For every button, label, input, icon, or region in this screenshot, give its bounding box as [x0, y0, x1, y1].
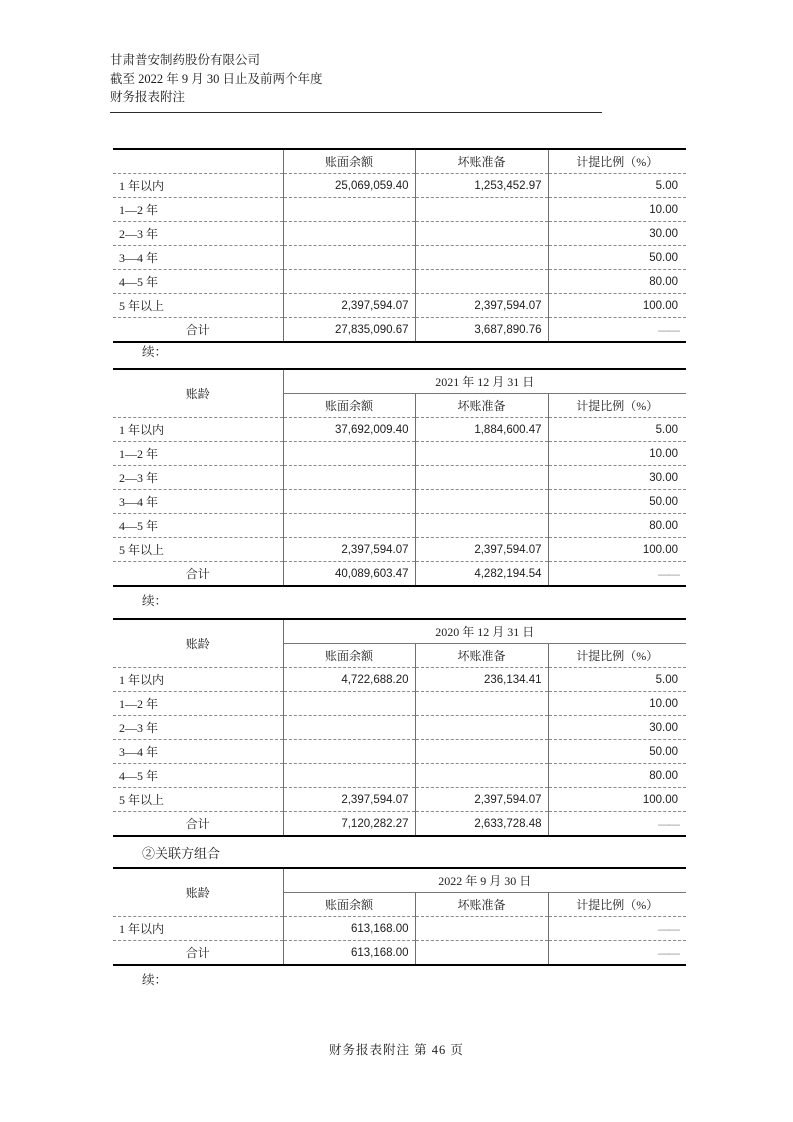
provision-cell — [415, 740, 548, 764]
row-label-cell: 4—5 年 — [113, 270, 283, 294]
table-row — [113, 917, 686, 941]
table-row — [113, 418, 686, 442]
table-row — [113, 198, 686, 222]
provision-cell — [415, 198, 548, 222]
table-body — [113, 174, 686, 343]
provision-cell: 1,253,452.97 — [415, 174, 548, 198]
ratio-cell: 80.00 — [548, 764, 686, 788]
balance-column-header: 账面余额 — [283, 394, 415, 418]
row-label-cell: 2—3 年 — [113, 716, 283, 740]
ratio-cell: 30.00 — [548, 716, 686, 740]
table-body — [113, 668, 686, 837]
provision-cell: 3,687,890.76 — [415, 318, 548, 343]
balance-cell: 37,692,009.40 — [283, 418, 415, 442]
provision-column-header: 坏账准备 — [415, 149, 548, 174]
ratio-cell: 5.00 — [548, 174, 686, 198]
balance-cell — [283, 514, 415, 538]
ratio-cell: 50.00 — [548, 740, 686, 764]
ratio-cell: —— — [548, 562, 686, 587]
table-row — [113, 716, 686, 740]
ratio-cell: 50.00 — [548, 246, 686, 270]
page-footer: 财务报表附注 第 46 页 — [329, 1043, 464, 1057]
ratio-cell: —— — [548, 941, 686, 966]
table-row — [113, 222, 686, 246]
row-label-cell: 合计 — [113, 318, 283, 343]
balance-cell: 7,120,282.27 — [283, 812, 415, 837]
ratio-cell: —— — [548, 812, 686, 837]
provision-cell — [415, 246, 548, 270]
table-row — [113, 941, 686, 966]
table-header — [113, 868, 686, 917]
ratio-cell: —— — [548, 318, 686, 343]
balance-column-header: 账面余额 — [283, 644, 415, 668]
row-label-cell: 合计 — [113, 812, 283, 837]
provision-cell — [415, 466, 548, 490]
provision-cell — [415, 917, 548, 941]
balance-cell: 613,168.00 — [283, 941, 415, 966]
table-row — [113, 812, 686, 837]
date-header-cell: 2022 年 9 月 30 日 — [283, 868, 686, 893]
table-row — [113, 740, 686, 764]
table-header — [113, 619, 686, 668]
ratio-column-header: 计提比例（%） — [548, 644, 686, 668]
table-row — [113, 788, 686, 812]
table-row — [113, 764, 686, 788]
date-header-row — [113, 619, 686, 644]
provision-cell — [415, 514, 548, 538]
balance-cell — [283, 198, 415, 222]
date-header-cell: 2020 年 12 月 31 日 — [283, 619, 686, 644]
column-header-row — [113, 149, 686, 174]
provision-cell — [415, 764, 548, 788]
provision-cell — [415, 270, 548, 294]
balance-cell — [283, 466, 415, 490]
row-label-cell: 1—2 年 — [113, 198, 283, 222]
provision-cell: 1,884,600.47 — [415, 418, 548, 442]
row-label-cell: 5 年以上 — [113, 294, 283, 318]
balance-cell: 25,069,059.40 — [283, 174, 415, 198]
ratio-cell: 5.00 — [548, 418, 686, 442]
balance-cell — [283, 246, 415, 270]
ratio-cell: 5.00 — [548, 668, 686, 692]
provision-cell: 2,397,594.07 — [415, 538, 548, 562]
balance-cell: 2,397,594.07 — [283, 538, 415, 562]
related-party-aging-table-2022 — [113, 867, 686, 966]
balance-cell: 2,397,594.07 — [283, 788, 415, 812]
row-label-cell: 3—4 年 — [113, 246, 283, 270]
ratio-cell: 30.00 — [548, 466, 686, 490]
ratio-cell: 80.00 — [548, 514, 686, 538]
provision-column-header: 坏账准备 — [415, 394, 548, 418]
provision-cell — [415, 941, 548, 966]
row-label-cell: 4—5 年 — [113, 514, 283, 538]
ratio-cell: —— — [548, 917, 686, 941]
provision-cell — [415, 442, 548, 466]
ratio-cell: 10.00 — [548, 442, 686, 466]
balance-cell — [283, 716, 415, 740]
continued-label: 续： — [142, 594, 168, 608]
provision-cell: 2,397,594.07 — [415, 788, 548, 812]
document-title: 财务报表附注 — [110, 90, 186, 104]
date-header-row — [113, 868, 686, 893]
date-header-row — [113, 369, 686, 394]
table-body — [113, 917, 686, 966]
empty-header-cell — [113, 149, 283, 174]
row-label-cell: 3—4 年 — [113, 490, 283, 514]
table-row — [113, 668, 686, 692]
provision-cell — [415, 222, 548, 246]
provision-column-header: 坏账准备 — [415, 644, 548, 668]
age-column-header-cell: 账龄 — [185, 886, 210, 900]
date-header-cell: 2021 年 12 月 31 日 — [283, 369, 686, 394]
age-column-header-cell: 账龄 — [185, 637, 210, 651]
row-label-cell: 5 年以上 — [113, 788, 283, 812]
provision-cell: 4,282,194.54 — [415, 562, 548, 587]
provision-cell — [415, 716, 548, 740]
document-header — [110, 51, 602, 113]
row-label-cell: 2—3 年 — [113, 222, 283, 246]
table-row — [113, 270, 686, 294]
balance-cell — [283, 764, 415, 788]
ratio-column-header: 计提比例（%） — [548, 149, 686, 174]
company-name: 甘肃普安制药股份有限公司 — [110, 53, 261, 67]
balance-cell: 613,168.00 — [283, 917, 415, 941]
provision-cell: 236,134.41 — [415, 668, 548, 692]
continued-label: 续： — [142, 345, 168, 359]
ratio-column-header: 计提比例（%） — [548, 394, 686, 418]
table-row — [113, 562, 686, 587]
table-header — [113, 369, 686, 418]
ratio-cell: 100.00 — [548, 788, 686, 812]
table-row — [113, 692, 686, 716]
table-row — [113, 174, 686, 198]
table-row — [113, 318, 686, 343]
balance-cell — [283, 270, 415, 294]
ratio-cell: 50.00 — [548, 490, 686, 514]
provision-cell: 2,633,728.48 — [415, 812, 548, 837]
age-column-header-cell: 账龄 — [185, 387, 210, 401]
row-label-cell: 1 年以内 — [113, 668, 283, 692]
table-row — [113, 466, 686, 490]
balance-cell — [283, 442, 415, 466]
row-label-cell: 5 年以上 — [113, 538, 283, 562]
table-row — [113, 246, 686, 270]
row-label-cell: 1 年以内 — [113, 174, 283, 198]
table-row — [113, 514, 686, 538]
provision-cell — [415, 490, 548, 514]
row-label-cell: 合计 — [113, 941, 283, 966]
row-label-cell: 1 年以内 — [113, 917, 283, 941]
row-label-cell: 1 年以内 — [113, 418, 283, 442]
balance-cell: 40,089,603.47 — [283, 562, 415, 587]
ratio-cell: 100.00 — [548, 294, 686, 318]
provision-column-header: 坏账准备 — [415, 893, 548, 917]
aging-table-2021 — [113, 368, 686, 587]
table-row — [113, 442, 686, 466]
ratio-cell: 10.00 — [548, 692, 686, 716]
balance-cell: 4,722,688.20 — [283, 668, 415, 692]
ratio-cell: 30.00 — [548, 222, 686, 246]
aging-table-current-period — [113, 148, 686, 343]
balance-cell — [283, 692, 415, 716]
row-label-cell: 4—5 年 — [113, 764, 283, 788]
balance-cell — [283, 490, 415, 514]
ratio-cell: 10.00 — [548, 198, 686, 222]
row-label-cell: 合计 — [113, 562, 283, 587]
row-label-cell: 1—2 年 — [113, 442, 283, 466]
balance-cell — [283, 222, 415, 246]
ratio-cell: 100.00 — [548, 538, 686, 562]
aging-table-2020 — [113, 618, 686, 837]
balance-cell — [283, 740, 415, 764]
row-label-cell: 1—2 年 — [113, 692, 283, 716]
table-header — [113, 149, 686, 174]
provision-cell — [415, 692, 548, 716]
ratio-cell: 80.00 — [548, 270, 686, 294]
table-row — [113, 538, 686, 562]
table-row — [113, 490, 686, 514]
row-label-cell: 2—3 年 — [113, 466, 283, 490]
table-row — [113, 294, 686, 318]
related-party-section-heading: ②关联方组合 — [142, 846, 221, 861]
row-label-cell: 3—4 年 — [113, 740, 283, 764]
table-body — [113, 418, 686, 587]
continued-label: 续： — [142, 973, 168, 987]
balance-cell: 2,397,594.07 — [283, 294, 415, 318]
report-period: 截至 2022 年 9 月 30 日止及前两个年度 — [110, 71, 323, 86]
provision-cell: 2,397,594.07 — [415, 294, 548, 318]
balance-column-header: 账面余额 — [283, 149, 415, 174]
balance-cell: 27,835,090.67 — [283, 318, 415, 343]
balance-column-header: 账面余额 — [283, 893, 415, 917]
ratio-column-header: 计提比例（%） — [548, 893, 686, 917]
